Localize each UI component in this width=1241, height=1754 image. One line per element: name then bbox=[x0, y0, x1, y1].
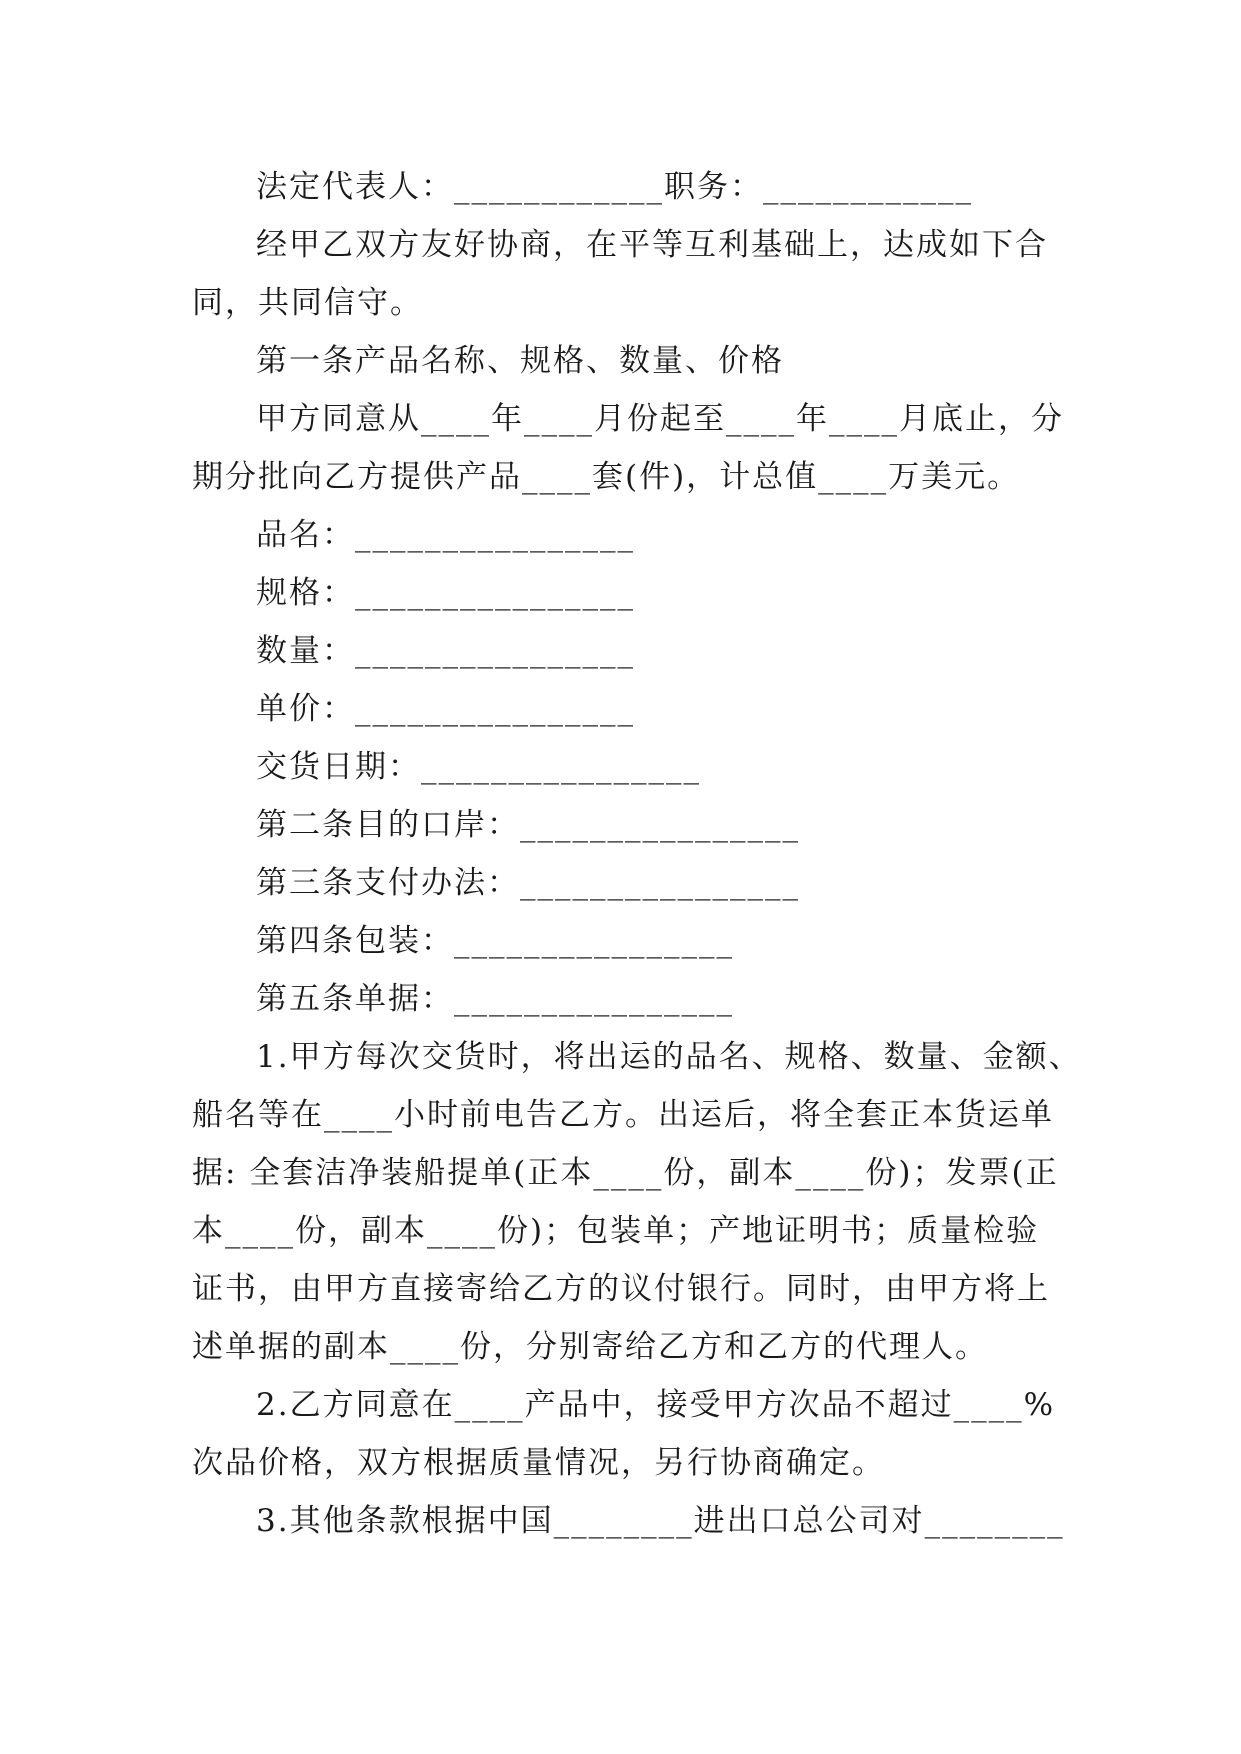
preamble-line-2: 同，共同信守。 bbox=[192, 285, 423, 321]
product-name-line: 品名：________________ bbox=[256, 517, 635, 553]
delivery-date-line: 交货日期：________________ bbox=[256, 749, 701, 785]
contract-document bbox=[192, 158, 1092, 1550]
article-4-line: 第四条包装：________________ bbox=[256, 923, 734, 959]
specification-line: 规格：________________ bbox=[256, 575, 635, 611]
article-1-heading: 第一条产品名称、规格、数量、价格 bbox=[256, 343, 784, 379]
article-5-line: 第五条单据：________________ bbox=[256, 981, 734, 1017]
clause-1-line-4: 本____份，副本____份)；包装单；产地证明书；质量检验 bbox=[192, 1213, 1040, 1249]
article-1-line-1: 甲方同意从____年____月份起至____年____月底止，分 bbox=[256, 401, 1064, 437]
clause-1-line-5: 证书，由甲方直接寄给乙方的议付银行。同时，由甲方将上 bbox=[192, 1271, 1050, 1307]
article-3-line: 第三条支付办法：________________ bbox=[256, 865, 800, 901]
article-2-line: 第二条目的口岸：________________ bbox=[256, 807, 800, 843]
clause-2-line-2: 次品价格，双方根据质量情况，另行协商确定。 bbox=[192, 1445, 885, 1481]
unit-price-line: 单价：________________ bbox=[256, 691, 635, 727]
clause-2-line-1: 2.乙方同意在____产品中，接受甲方次品不超过____% bbox=[256, 1387, 1056, 1423]
clause-1-line-6: 述单据的副本____份，分别寄给乙方和乙方的代理人。 bbox=[192, 1329, 988, 1365]
preamble-line-1: 经甲乙双方友好协商，在平等互利基础上，达成如下合 bbox=[256, 227, 1048, 263]
clause-1-line-2: 船名等在____小时前电告乙方。出运后，将全套正本货运单 bbox=[192, 1097, 1054, 1133]
clause-3-line-1: 3.其他条款根据中国________进出口总公司对________ bbox=[256, 1503, 1065, 1539]
clause-1-line-1: 1.甲方每次交货时，将出运的品名、规格、数量、金额、 bbox=[256, 1039, 1082, 1075]
quantity-line: 数量：________________ bbox=[256, 633, 635, 669]
clause-1-line-3: 据: 全套洁净装船提单(正本____份，副本____份)；发票(正 bbox=[192, 1155, 1059, 1191]
legal-representative-line: 法定代表人：____________职务：____________ bbox=[256, 169, 973, 205]
article-1-line-2: 期分批向乙方提供产品____套(件)，计总值____万美元。 bbox=[192, 459, 1021, 495]
